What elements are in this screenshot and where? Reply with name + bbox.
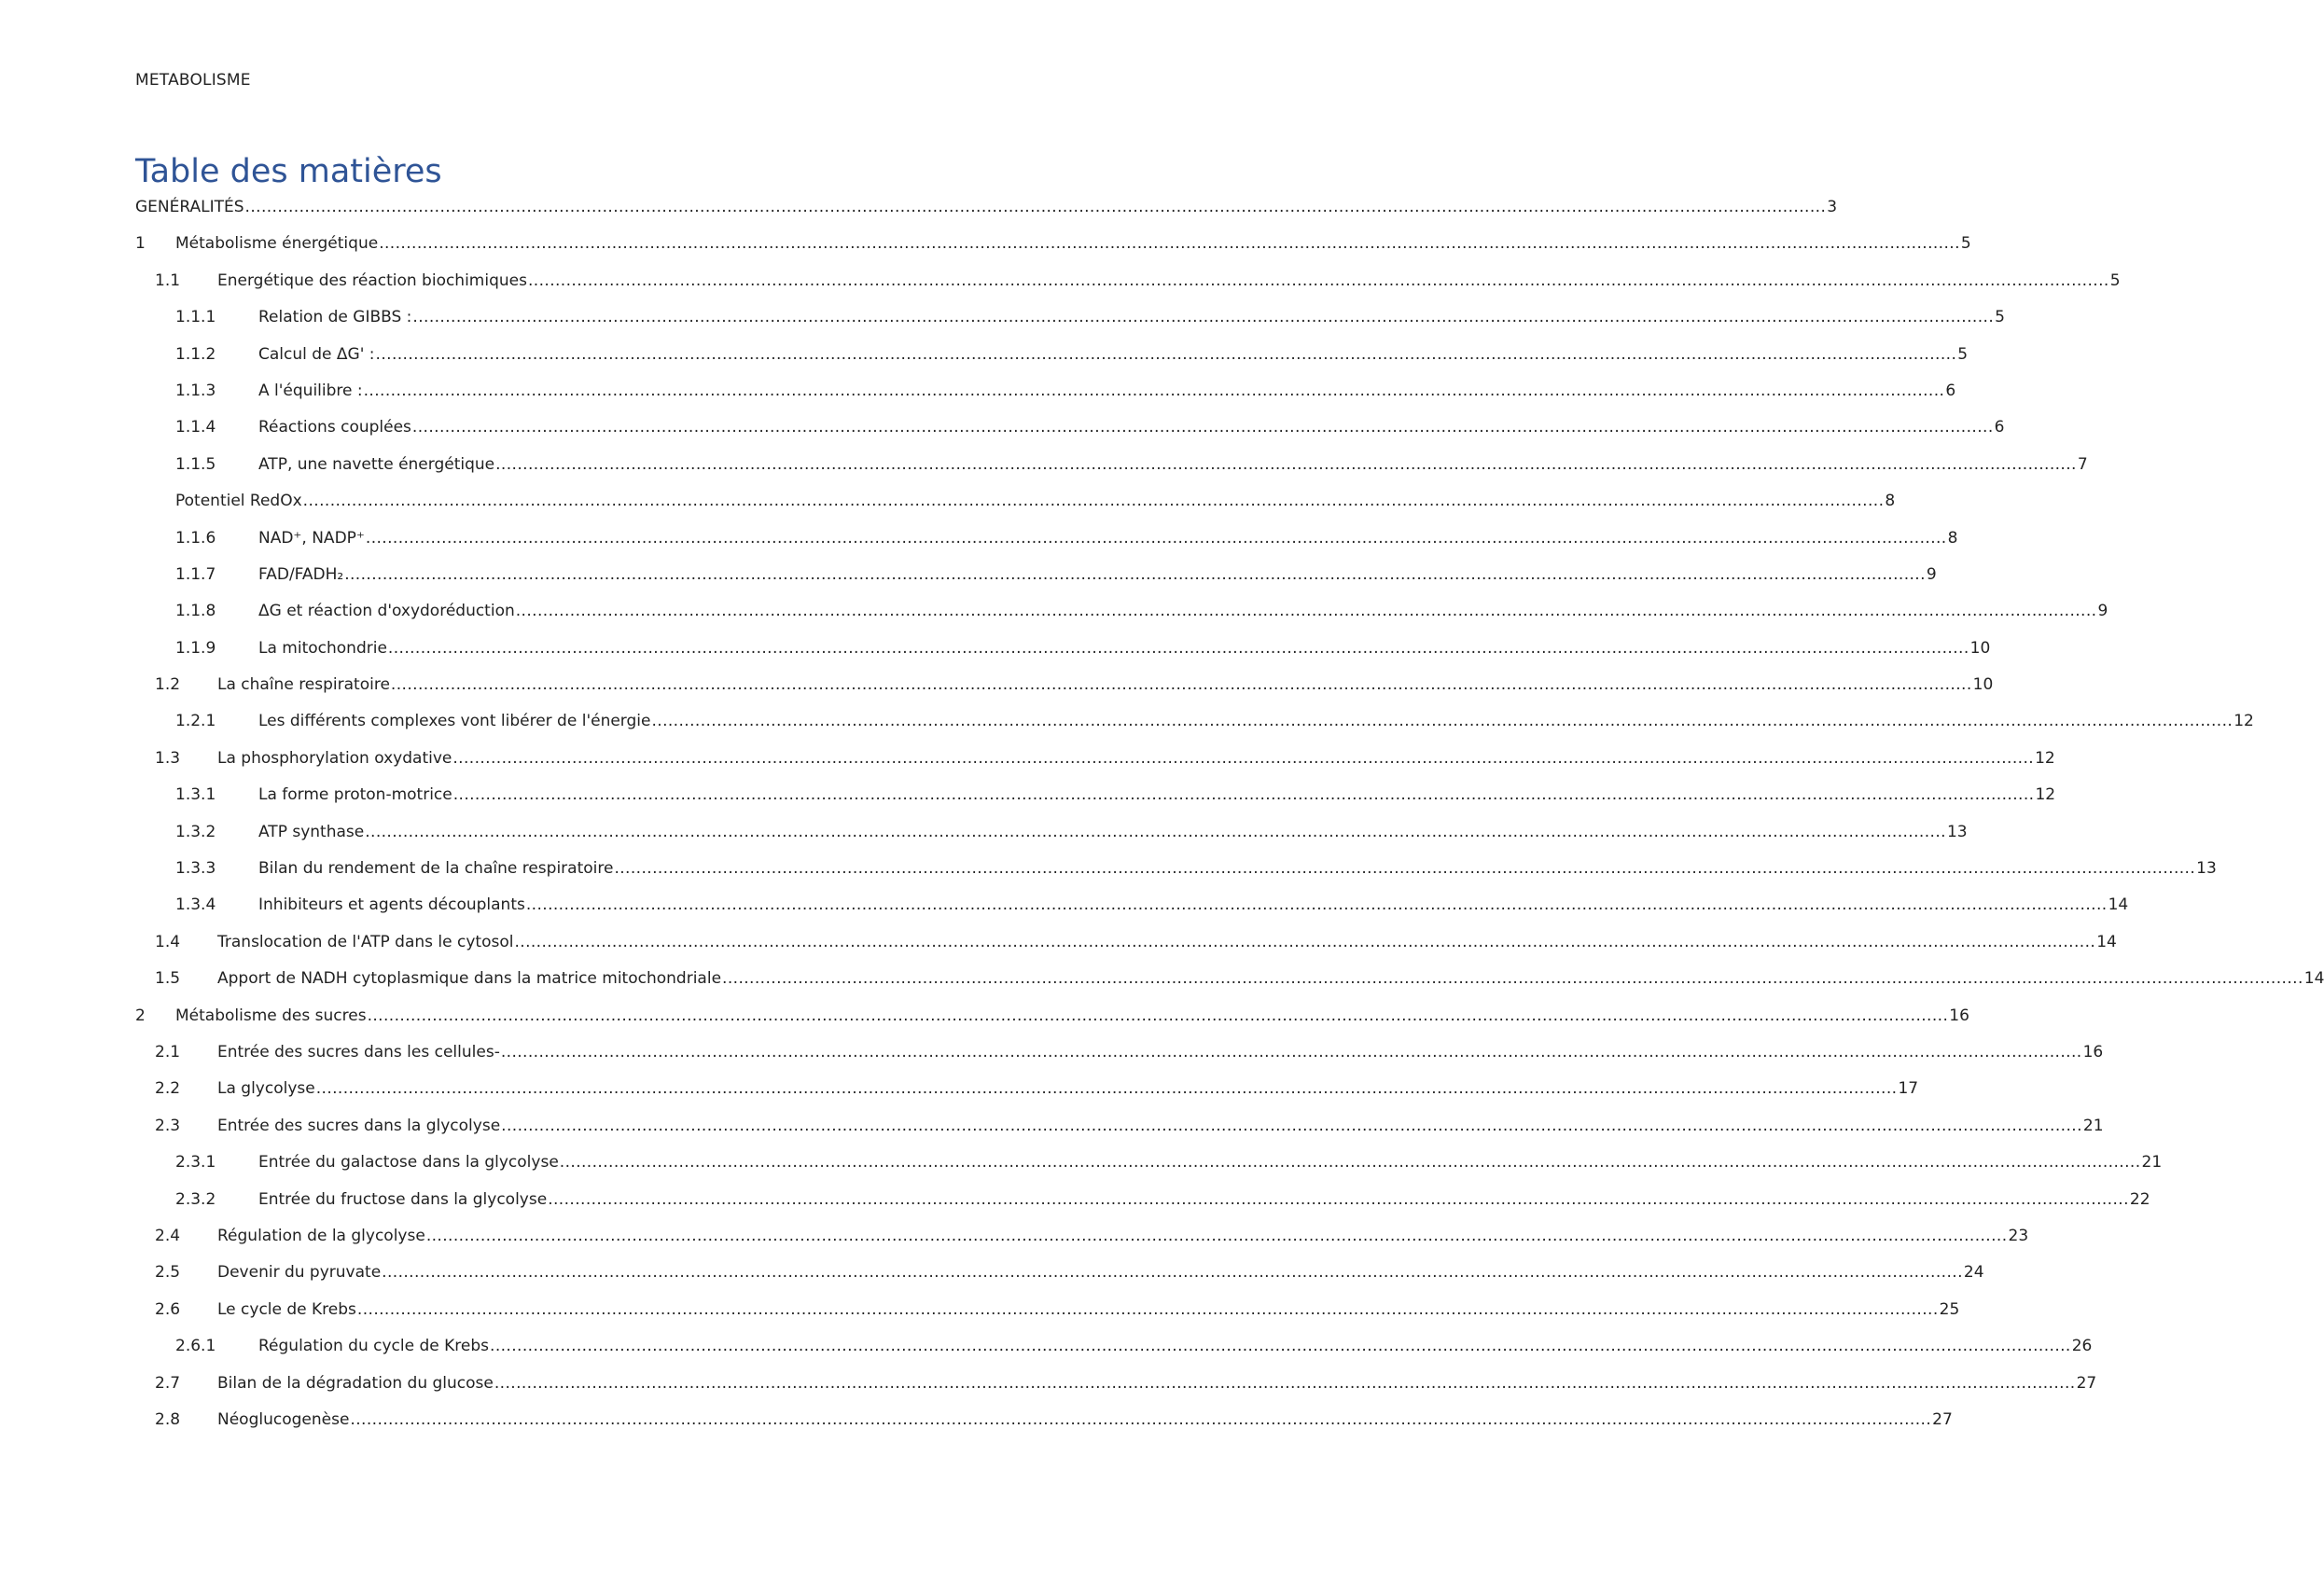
toc-entry-page: 14 [2108,895,2129,915]
toc-leader-dots [614,859,2195,878]
toc-leader-dots [453,785,2035,804]
toc-entry-title[interactable]: Réactions couplées [258,418,411,437]
toc-leader-dots [528,271,2109,290]
toc-leader-dots [494,1374,2076,1393]
toc-entry-page: 23 [2008,1226,2029,1245]
toc-entry[interactable] [135,564,1937,602]
toc-entry-page: 22 [2129,1189,2150,1209]
toc-entry-title[interactable]: Inhibiteurs et agents découplants [258,895,525,915]
toc-entry-title[interactable]: Potentiel RedOx [175,492,302,511]
toc-leader-dots [376,345,1957,364]
toc-entry-page: 17 [1898,1079,1919,1099]
toc-entry-number: 2.5 [155,1263,181,1283]
toc-leader-dots [365,823,1946,841]
toc-entry-title[interactable]: A l'équilibre : [258,381,363,400]
toc-entry-page: 5 [1960,234,1971,254]
toc-entry-title[interactable]: ΔG et réaction d'oxydoréduction [258,602,515,621]
toc-entry-number: 1.1.5 [175,454,216,474]
toc-entry[interactable] [135,492,1896,528]
toc-entry-page: 9 [1926,564,1937,584]
toc-entry[interactable] [135,1079,1919,1116]
toc-entry-number: 1.1 [155,271,181,290]
toc-entry-title[interactable]: Entrée du galactose dans la glycolyse [258,1153,559,1173]
toc-leader-dots [391,675,1972,694]
toc-leader-dots [651,712,2233,730]
toc-leader-dots [379,234,1960,253]
toc-entry-title[interactable]: Le cycle de Krebs [217,1299,356,1319]
toc-entry-number: 1.1.7 [175,564,216,584]
toc-entry[interactable] [135,748,2055,785]
toc-entry-title[interactable]: La phosphorylation oxydative [217,748,452,768]
toc-entry-number: 2.3 [155,1116,181,1135]
toc-entry[interactable] [135,1337,2093,1373]
toc-entry[interactable] [135,969,2324,1006]
toc-entry[interactable] [135,638,1991,675]
toc-entry-number: 2.7 [155,1373,181,1393]
toc-entry-title[interactable]: Entrée du fructose dans la glycolyse [258,1189,548,1209]
toc-leader-dots [412,308,1994,326]
toc-entry-title[interactable]: Energétique des réaction biochimiques [217,271,527,290]
toc-entry-number: 2.1 [155,1042,181,1062]
toc-entry[interactable] [135,1042,2104,1079]
toc-entry-title[interactable]: Régulation du cycle de Krebs [258,1337,490,1356]
toc-entry-page: 3 [1827,198,1838,216]
toc-leader-dots [516,602,2097,620]
toc-entry[interactable] [135,1153,2163,1189]
toc-entry-title[interactable]: Régulation de la glycolyse [217,1226,425,1245]
toc-leader-dots [560,1153,2141,1172]
toc-entry[interactable] [135,675,1994,712]
toc-entry-page: 16 [2082,1042,2104,1062]
toc-entry-title[interactable]: ATP, une navette énergétique [258,454,495,474]
toc-entry[interactable] [135,1263,1984,1299]
toc-entry[interactable] [135,712,2254,748]
toc-leader-dots [490,1337,2071,1355]
toc-entry-page: 14 [2303,969,2324,989]
toc-entry-number: 1.1.3 [175,381,216,400]
toc-leader-dots [366,529,1947,548]
toc-entry-page: 21 [2082,1116,2104,1135]
toc-entry-number: 1.1.6 [175,528,216,548]
toc-leader-dots [548,1190,2129,1209]
toc-entry-number: 1.4 [155,932,181,951]
toc-entry[interactable] [135,932,2117,969]
toc-entry[interactable] [135,308,2005,344]
toc-entry-title[interactable]: Bilan du rendement de la chaîne respiratoire [258,859,614,879]
toc-leader-dots [364,382,1945,400]
toc-leader-dots [722,969,2303,988]
toc-entry-number: 2.8 [155,1409,181,1429]
toc-entry-number: 1 [135,234,146,254]
toc-entry[interactable] [135,198,1838,234]
toc-entry-page: 6 [1945,381,1956,400]
toc-entry-number: 1.1.8 [175,602,216,621]
toc-entry[interactable] [135,418,2005,454]
toc-entry-title[interactable]: Calcul de ΔG' : [258,344,375,364]
toc-leader-dots [514,933,2095,951]
toc-entry-page: 8 [1885,492,1896,511]
toc-entry-title[interactable]: FAD/FADH₂ [258,564,344,584]
toc-entry-title[interactable]: Apport de NADH cytoplasmique dans la matrice mitochondriale [217,969,722,989]
toc-entry[interactable] [135,528,1958,565]
toc-entry-title[interactable]: GENÉRALITÉS [135,198,244,216]
toc-leader-dots [426,1227,2008,1245]
toc-entry-number: 1.3 [155,748,181,768]
toc-leader-dots [501,1043,2082,1062]
toc-entry-title[interactable]: Les différents complexes vont libérer de l'énergie [258,712,651,731]
toc-entry-title[interactable]: Entrée des sucres dans les cellules- [217,1042,500,1062]
toc-entry-title[interactable]: ATP synthase [258,822,365,841]
toc-title: Table des matières [135,153,442,190]
table-of-contents [135,198,2324,1447]
toc-entry-title[interactable]: Métabolisme des sucres [175,1006,367,1025]
toc-entry[interactable] [135,1116,2104,1153]
toc-leader-dots [303,492,1885,510]
toc-entry-title[interactable]: Translocation de l'ATP dans le cytosol [217,932,514,951]
toc-entry-number: 1.3.1 [175,785,216,805]
toc-entry-page: 12 [2035,748,2055,768]
toc-entry[interactable] [135,895,2129,932]
toc-entry-page: 5 [1995,308,2005,327]
toc-entry-page: 16 [1949,1006,1969,1025]
toc-entry-number: 2.3.1 [175,1153,216,1173]
toc-entry-page: 24 [1963,1263,1984,1283]
toc-entry-number: 2.2 [155,1079,181,1099]
toc-leader-dots [412,418,1994,437]
toc-entry-page: 27 [1932,1409,1953,1429]
page-header: METABOLISME [135,71,251,90]
toc-leader-dots [495,455,2077,474]
toc-entry[interactable] [135,1226,2029,1263]
toc-entry-title[interactable]: La chaîne respiratoire [217,675,390,695]
toc-entry[interactable] [135,1409,1953,1447]
toc-entry-page: 9 [2097,602,2108,621]
toc-entry-number: 1.3.2 [175,822,216,841]
toc-entry[interactable] [135,381,1956,418]
toc-leader-dots [452,749,2034,768]
toc-entry-page: 26 [2071,1337,2093,1356]
toc-entry[interactable] [135,1299,1960,1337]
toc-leader-dots [350,1410,1931,1429]
toc-entry-page: 10 [1969,638,1991,658]
toc-entry-number: 2 [135,1006,146,1025]
toc-entry[interactable] [135,234,1971,271]
toc-entry-title[interactable]: Bilan de la dégradation du glucose [217,1373,494,1393]
toc-leader-dots [501,1117,2082,1135]
toc-entry-number: 1.3.4 [175,895,216,915]
toc-entry-title[interactable]: Métabolisme énergétique [175,234,379,254]
toc-entry-title[interactable]: Entrée des sucres dans la glycolyse [217,1116,501,1135]
toc-entry-page: 14 [2096,932,2117,951]
toc-entry-page: 7 [2077,454,2088,474]
toc-entry-title[interactable]: La forme proton-motrice [258,785,452,805]
toc-entry-title[interactable]: La mitochondrie [258,638,387,658]
toc-entry-number: 2.6 [155,1299,181,1319]
toc-entry-number: 1.1.1 [175,308,216,327]
toc-entry-page: 25 [1939,1299,1960,1319]
toc-leader-dots [344,565,1926,584]
toc-entry-number: 1.5 [155,969,181,989]
toc-leader-dots [526,895,2108,914]
toc-entry-number: 1.2 [155,675,181,695]
toc-entry-number: 1.1.9 [175,638,216,658]
toc-entry[interactable] [135,602,2108,638]
toc-entry-page: 12 [2035,785,2056,805]
toc-entry-title[interactable]: NAD⁺, NADP⁺ [258,528,365,548]
toc-entry[interactable] [135,1006,1969,1043]
toc-entry[interactable] [135,344,1969,382]
toc-entry-number: 1.3.3 [175,859,216,879]
toc-leader-dots [388,639,1969,658]
toc-entry-page: 12 [2234,712,2254,731]
toc-leader-dots [245,198,1827,216]
toc-entry-page: 10 [1972,675,1994,695]
toc-entry[interactable] [135,271,2121,308]
toc-entry-title[interactable]: Relation de GIBBS : [258,308,412,327]
toc-entry[interactable] [135,785,2056,822]
toc-entry-page: 21 [2141,1153,2163,1173]
toc-entry-number: 2.6.1 [175,1337,216,1356]
toc-leader-dots [357,1300,1939,1319]
toc-entry-number: 1.1.2 [175,344,216,364]
toc-entry-page: 8 [1947,528,1958,548]
toc-entry-page: 13 [1946,822,1968,841]
toc-entry-page: 13 [2196,859,2217,879]
toc-entry-page: 5 [1957,344,1969,364]
toc-entry-title[interactable]: Devenir du pyruvate [217,1263,382,1283]
toc-entry-title[interactable]: Néoglucogenèse [217,1409,350,1429]
toc-entry[interactable] [135,454,2088,492]
toc-entry-number: 2.3.2 [175,1189,216,1209]
toc-entry[interactable] [135,1373,2097,1410]
toc-entry-page: 27 [2076,1373,2097,1393]
toc-entry[interactable] [135,859,2217,895]
toc-entry-number: 2.4 [155,1226,181,1245]
toc-entry-number: 1.2.1 [175,712,216,731]
toc-leader-dots [316,1079,1898,1098]
toc-leader-dots [368,1006,1949,1025]
toc-entry-number: 1.1.4 [175,418,216,437]
toc-entry-page: 5 [2109,271,2121,290]
toc-entry[interactable] [135,822,1968,859]
toc-entry-title[interactable]: La glycolyse [217,1079,315,1099]
toc-leader-dots [382,1263,1963,1282]
toc-entry[interactable] [135,1189,2150,1227]
toc-entry-page: 6 [1994,418,2005,437]
